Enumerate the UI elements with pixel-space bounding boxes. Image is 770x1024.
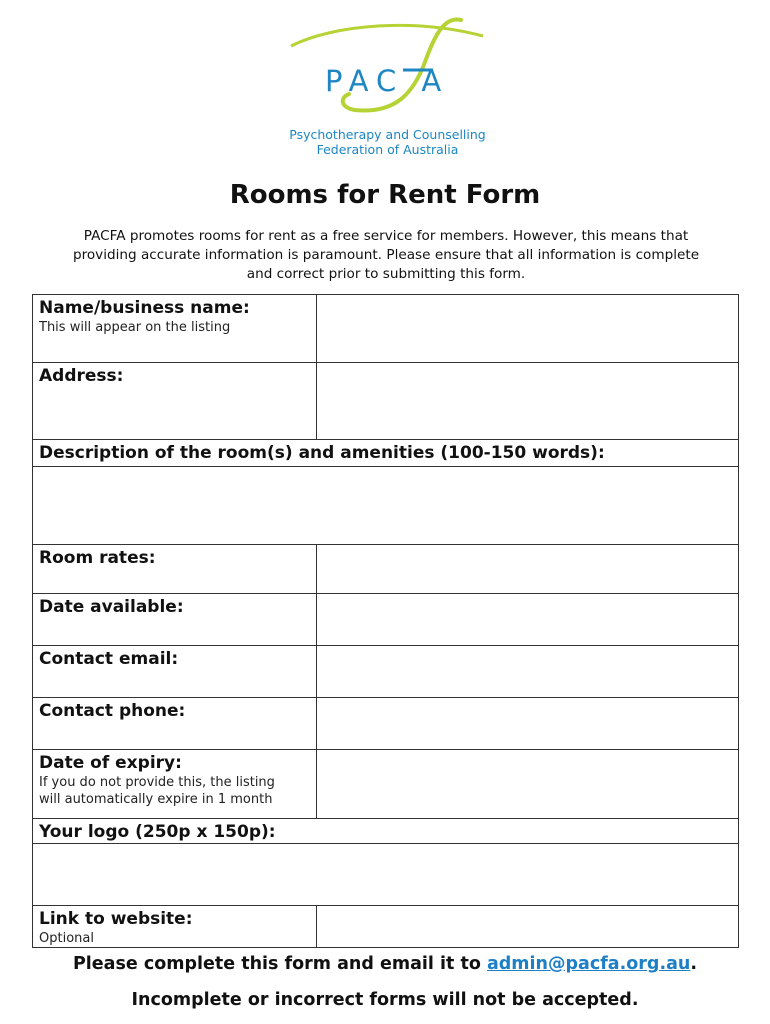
phone-field[interactable] [317,698,739,750]
footer-instruction-text: Please complete this form and email it to [72,954,487,974]
rates-field[interactable] [317,545,739,594]
row-date-available [33,594,739,646]
date-available-label-cell [33,594,317,646]
logo-label-cell [33,819,739,844]
name-label: Name/business name: [39,298,250,318]
description-label-cell [33,440,739,467]
row-address [33,363,739,440]
phone-label: Contact phone: [39,701,186,721]
address-label-cell [33,363,317,440]
date-available-label: Date available: [39,597,184,617]
date-available-field[interactable] [317,594,739,646]
pacfa-logo [285,14,490,164]
admin-email-link[interactable]: admin@pacfa.org.au [486,954,691,974]
name-hint: This will appear on the listing [39,320,231,335]
row-website [33,906,739,948]
expiry-label: Date of expiry: [39,753,182,773]
name-field[interactable] [317,295,739,363]
expiry-hint-line-1: If you do not provide this, the listing [39,775,275,790]
row-rates [33,545,739,594]
intro-paragraph [38,227,734,284]
website-label: Link to website: [39,909,193,929]
email-field[interactable] [317,646,739,698]
row-email [33,646,739,698]
logo-upload-field[interactable] [33,844,739,906]
website-field[interactable] [317,906,739,948]
footer-warning: Incomplete or incorrect forms will not be accepted. [131,990,639,1010]
expiry-hint-line-2: will automatically expire in 1 month [39,792,273,807]
intro-line-3: and correct prior to submitting this form. [246,266,526,282]
email-label: Contact email: [39,649,179,669]
row-expiry [33,750,739,819]
phone-label-cell [33,698,317,750]
row-name [33,295,739,363]
row-description-label [33,440,739,467]
page-title: Rooms for Rent Form [229,180,541,210]
website-label-cell [33,906,317,948]
logo-subtitle-line1: Psychotherapy and Counselling [289,127,486,142]
expiry-label-cell [33,750,317,819]
logo-subtitle-line2: Federation of Australia [316,142,459,157]
email-label-cell [33,646,317,698]
intro-line-2: providing accurate information is paramount. Please ensure that all information is complete [72,247,700,263]
website-hint: Optional [39,931,94,946]
footer-instruction [0,954,770,974]
rates-label: Room rates: [39,548,156,568]
address-label: Address: [39,366,124,386]
expiry-field[interactable] [317,750,739,819]
row-phone [33,698,739,750]
intro-line-1: PACFA promotes rooms for rent as a free service for members. However, this means that [83,228,689,244]
footer-instruction-period: . [690,954,698,974]
logo-upload-label: Your logo (250p x 150p): [39,822,276,842]
address-field[interactable] [317,363,739,440]
rates-label-cell [33,545,317,594]
row-logo-field [33,844,739,906]
logo-wordmark: PAC A [325,64,450,98]
description-field[interactable] [33,467,739,545]
name-label-cell [33,295,317,363]
row-description-field [33,467,739,545]
rooms-form-table [32,294,739,948]
description-label: Description of the room(s) and amenities (100-150 words): [39,443,605,463]
row-logo-label [33,819,739,844]
